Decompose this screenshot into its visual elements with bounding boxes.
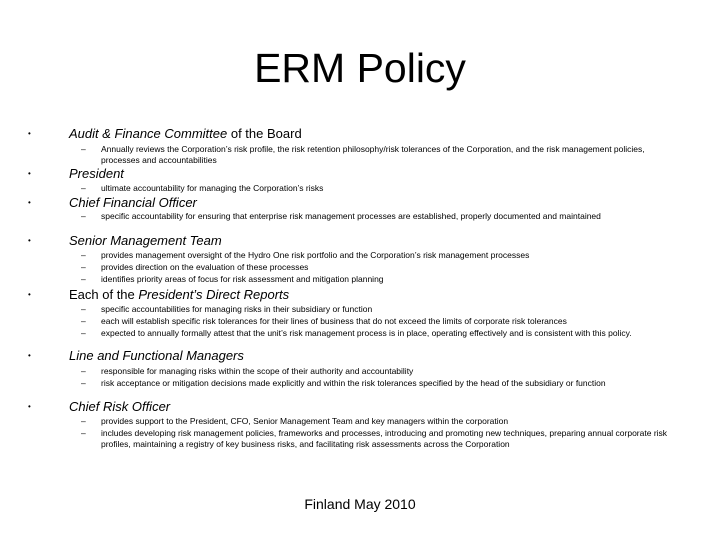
sub-bullet-text: ultimate accountability for managing the Corporation’s risks — [101, 183, 324, 193]
sub-bullet-text: responsible for managing risks within the scope of their authority and accountability — [101, 366, 414, 376]
sub-bullet-dash: – — [81, 250, 86, 260]
sub-bullet-text: Annually reviews the Corporation’s risk profile, the risk retention philosophy/risk tolerances of the Corporation, and the risk management policies, processes and accountabilities — [101, 144, 645, 165]
sub-bullet-text: risk acceptance or mitigation decisions made explicitly and within the risk tolerances specified by the head of the subsidiary or function — [101, 378, 606, 388]
footer-text: Finland May 2010 — [304, 496, 416, 512]
sub-bullet-dash: – — [81, 328, 86, 338]
bullet-heading-emphasis: Chief Financial Officer — [69, 195, 197, 210]
bullet-heading-emphasis: President’s Direct Reports — [138, 287, 290, 302]
bullet-heading-emphasis: Audit & Finance Committee — [69, 126, 228, 141]
sub-bullet-text: includes developing risk management policies, frameworks and processes, introducing and promoting new techniques, preparing annual corporate risk profiles, maintaining a registry of key business risks, and facilitating risk assessments across the Corporation — [101, 428, 668, 449]
bullet-heading-prefix: Each of the — [69, 287, 139, 302]
bullet-heading — [69, 348, 244, 364]
sub-bullet-text: specific accountability for ensuring that enterprise risk management processes are established, properly documented and maintained — [101, 211, 601, 221]
sub-bullet-text: provides direction on the evaluation of these processes — [101, 262, 309, 272]
bullet-heading-emphasis: Senior Management Team — [69, 233, 222, 248]
sub-bullet-dash: – — [81, 262, 86, 272]
bullet-heading-suffix: of the Board — [227, 126, 302, 141]
bullet-heading-emphasis: Line and Functional Managers — [69, 348, 244, 363]
bullet-heading — [69, 233, 222, 249]
sub-bullet-dash: – — [81, 211, 86, 221]
sub-bullet-dash: – — [81, 428, 86, 438]
bullet-dot: • — [28, 402, 31, 411]
bullet-heading — [69, 195, 197, 211]
bullet-dot: • — [28, 351, 31, 360]
sub-bullet-text: provides management oversight of the Hydro One risk portfolio and the Corporation’s risk management processes — [101, 250, 530, 260]
sub-bullet-dash: – — [81, 378, 86, 388]
sub-bullet-text: provides support to the President, CFO, Senior Management Team and key managers within the corporation — [101, 416, 509, 426]
sub-bullet-dash: – — [81, 316, 86, 326]
sub-bullet-dash: – — [81, 416, 86, 426]
page-title: ERM Policy — [254, 45, 466, 91]
sub-bullet-text: identifies priority areas of focus for risk assessment and mitigation planning — [101, 274, 384, 284]
bullet-heading — [69, 166, 124, 182]
sub-bullet-dash: – — [81, 144, 86, 154]
bullet-dot: • — [28, 169, 31, 178]
bullet-dot: • — [28, 290, 31, 299]
bullet-dot: • — [28, 129, 31, 138]
bullet-dot: • — [28, 198, 31, 207]
sub-bullet-dash: – — [81, 304, 86, 314]
bullet-heading — [69, 399, 170, 415]
sub-bullet-dash: – — [81, 274, 86, 284]
bullet-heading-emphasis: President — [69, 166, 124, 181]
sub-bullet-text: each will establish specific risk tolerances for their lines of business that do not exceed the limits of corporate risk tolerances — [101, 316, 567, 326]
sub-bullet-dash: – — [81, 366, 86, 376]
sub-bullet-dash: – — [81, 183, 86, 193]
bullet-dot: • — [28, 236, 31, 245]
bullet-heading — [69, 287, 289, 303]
bullet-heading — [69, 126, 302, 142]
sub-bullet-text: expected to annually formally attest that the unit’s risk management process is in place, operating effectively and is consistent with this policy. — [101, 328, 632, 338]
sub-bullet-text: specific accountabilities for managing risks in their subsidiary or function — [101, 304, 373, 314]
bullet-heading-emphasis: Chief Risk Officer — [69, 399, 171, 414]
